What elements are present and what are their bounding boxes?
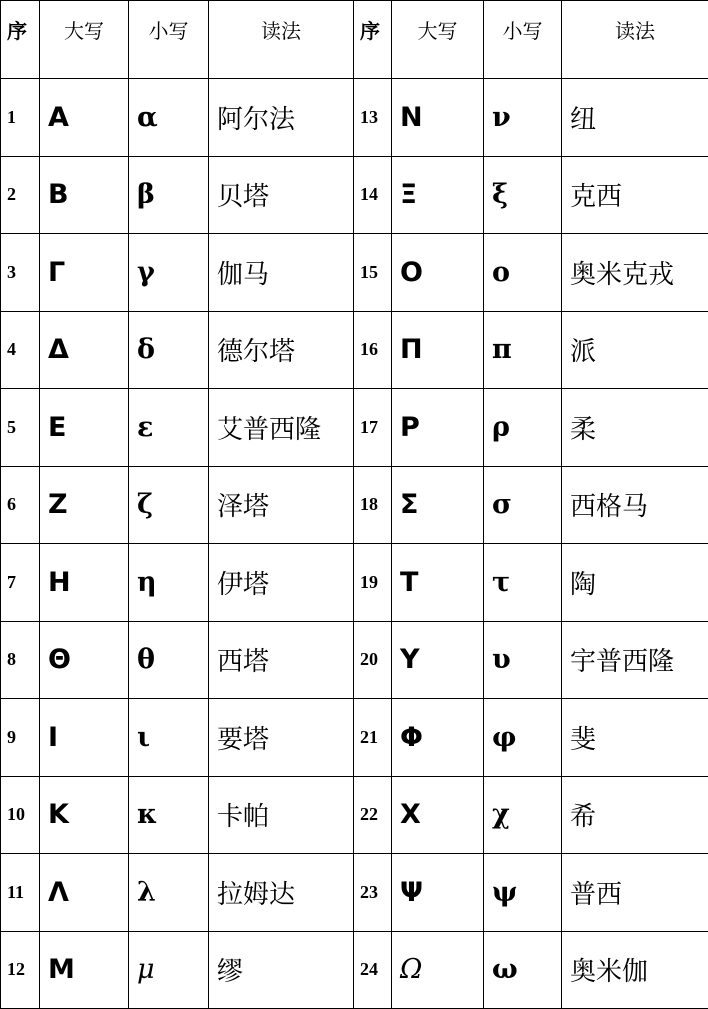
uppercase-letter: Φ [392, 699, 484, 777]
letter-reading: 斐 [562, 699, 708, 777]
letter-index: 5 [1, 389, 40, 467]
letter-index: 20 [354, 621, 392, 699]
uppercase-letter: Ν [392, 79, 484, 157]
lowercase-letter: θ [129, 621, 209, 699]
letter-index: 24 [354, 931, 392, 1009]
lowercase-letter: δ [129, 311, 209, 389]
letter-index: 6 [1, 466, 40, 544]
letter-index: 8 [1, 621, 40, 699]
lowercase-letter: ρ [484, 389, 562, 467]
table-row [1, 311, 708, 389]
lowercase-letter: ζ [129, 466, 209, 544]
letter-index: 1 [1, 79, 40, 157]
lowercase-letter: η [129, 544, 209, 622]
uppercase-letter: Ξ [392, 156, 484, 234]
table-row [1, 621, 708, 699]
table-row [1, 544, 708, 622]
letter-reading: 西格马 [562, 466, 708, 544]
letter-index: 21 [354, 699, 392, 777]
letter-index: 11 [1, 854, 40, 932]
letter-index: 22 [354, 776, 392, 854]
letter-reading: 奥米克戎 [562, 234, 708, 312]
lowercase-letter: β [129, 156, 209, 234]
uppercase-letter: Ι [40, 699, 129, 777]
letter-index: 17 [354, 389, 392, 467]
letter-index: 18 [354, 466, 392, 544]
letter-reading: 伊塔 [209, 544, 354, 622]
uppercase-letter: Η [40, 544, 129, 622]
letter-reading: 普西 [562, 854, 708, 932]
letter-index: 4 [1, 311, 40, 389]
lowercase-letter: σ [484, 466, 562, 544]
uppercase-letter: Ρ [392, 389, 484, 467]
lowercase-letter: α [129, 79, 209, 157]
table-row [1, 156, 708, 234]
letter-index: 12 [1, 931, 40, 1009]
lowercase-letter: μ [129, 931, 209, 1009]
letter-index: 13 [354, 79, 392, 157]
lowercase-letter: κ [129, 776, 209, 854]
letter-reading: 纽 [562, 79, 708, 157]
letter-index: 16 [354, 311, 392, 389]
table-row [1, 699, 708, 777]
letter-reading: 缪 [209, 931, 354, 1009]
lowercase-letter: ν [484, 79, 562, 157]
letter-reading: 贝塔 [209, 156, 354, 234]
letter-reading: 希 [562, 776, 708, 854]
letter-reading: 卡帕 [209, 776, 354, 854]
letter-index: 10 [1, 776, 40, 854]
lowercase-letter: φ [484, 699, 562, 777]
letter-reading: 陶 [562, 544, 708, 622]
uppercase-letter: Ε [40, 389, 129, 467]
letter-reading: 泽塔 [209, 466, 354, 544]
letter-index: 7 [1, 544, 40, 622]
header-lowercase: 小写 [129, 1, 209, 79]
letter-index: 23 [354, 854, 392, 932]
uppercase-letter: Ο [392, 234, 484, 312]
letter-index: 9 [1, 699, 40, 777]
uppercase-letter: Χ [392, 776, 484, 854]
uppercase-letter: Ζ [40, 466, 129, 544]
uppercase-letter: Π [392, 311, 484, 389]
uppercase-letter: Θ [40, 621, 129, 699]
uppercase-letter: Μ [40, 931, 129, 1009]
uppercase-letter: Ω [392, 931, 484, 1009]
letter-reading: 艾普西隆 [209, 389, 354, 467]
letter-reading: 德尔塔 [209, 311, 354, 389]
lowercase-letter: τ [484, 544, 562, 622]
letter-index: 3 [1, 234, 40, 312]
lowercase-letter: ι [129, 699, 209, 777]
letter-reading: 拉姆达 [209, 854, 354, 932]
uppercase-letter: Λ [40, 854, 129, 932]
letter-index: 19 [354, 544, 392, 622]
uppercase-letter: Β [40, 156, 129, 234]
letter-reading: 宇普西隆 [562, 621, 708, 699]
letter-reading: 奥米伽 [562, 931, 708, 1009]
header-reading: 读法 [562, 1, 708, 79]
letter-index: 15 [354, 234, 392, 312]
letter-reading: 派 [562, 311, 708, 389]
uppercase-letter: Ψ [392, 854, 484, 932]
table-row [1, 466, 708, 544]
lowercase-letter: π [484, 311, 562, 389]
lowercase-letter: γ [129, 234, 209, 312]
letter-reading: 阿尔法 [209, 79, 354, 157]
lowercase-letter: ψ [484, 854, 562, 932]
header-row [1, 1, 708, 79]
table-row [1, 389, 708, 467]
uppercase-letter: Δ [40, 311, 129, 389]
uppercase-letter: Κ [40, 776, 129, 854]
header-index: 序 [1, 1, 40, 79]
uppercase-letter: Σ [392, 466, 484, 544]
table-row [1, 854, 708, 932]
header-reading: 读法 [209, 1, 354, 79]
lowercase-letter: ω [484, 931, 562, 1009]
header-uppercase: 大写 [40, 1, 129, 79]
letter-index: 14 [354, 156, 392, 234]
table-row [1, 931, 708, 1009]
table-row [1, 776, 708, 854]
lowercase-letter: ε [129, 389, 209, 467]
header-index: 序 [354, 1, 392, 79]
letter-reading: 克西 [562, 156, 708, 234]
lowercase-letter: ο [484, 234, 562, 312]
letter-reading: 伽马 [209, 234, 354, 312]
letter-reading: 西塔 [209, 621, 354, 699]
header-uppercase: 大写 [392, 1, 484, 79]
lowercase-letter: χ [484, 776, 562, 854]
uppercase-letter: Α [40, 79, 129, 157]
uppercase-letter: Τ [392, 544, 484, 622]
uppercase-letter: Υ [392, 621, 484, 699]
letter-reading: 柔 [562, 389, 708, 467]
lowercase-letter: ξ [484, 156, 562, 234]
table-row [1, 234, 708, 312]
header-lowercase: 小写 [484, 1, 562, 79]
letter-reading: 要塔 [209, 699, 354, 777]
table-row [1, 79, 708, 157]
uppercase-letter: Γ [40, 234, 129, 312]
lowercase-letter: υ [484, 621, 562, 699]
lowercase-letter: λ [129, 854, 209, 932]
letter-index: 2 [1, 156, 40, 234]
